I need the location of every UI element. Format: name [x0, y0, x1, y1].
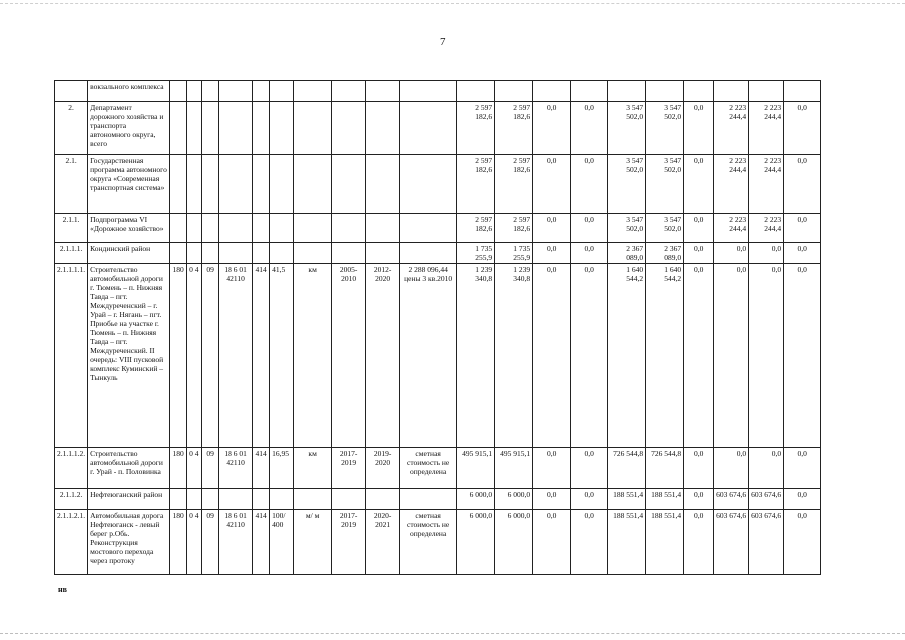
value-cell-c16: 0,0	[571, 264, 608, 448]
value-cell-c5: 09	[202, 264, 219, 448]
value-cell-c5	[202, 489, 219, 510]
value-cell-c12	[400, 489, 457, 510]
value-cell-c6: 18 6 01 42110	[219, 448, 253, 489]
value-cell-c7: 414	[253, 510, 270, 575]
value-cell-c18: 3 547 502,0	[646, 155, 684, 214]
value-cell-c3: 180	[170, 448, 187, 489]
value-cell-c7: 414	[253, 264, 270, 448]
value-cell-c4: 0 4	[187, 510, 202, 575]
value-cell-c19: 0,0	[684, 489, 714, 510]
table-row	[55, 510, 821, 575]
value-cell-c7: 414	[253, 448, 270, 489]
value-cell-c11: 2020-2021	[366, 510, 400, 575]
value-cell-c17: 3 547 502,0	[608, 155, 646, 214]
row-number-cell: 2.1.1.	[55, 214, 88, 243]
value-cell-c5: 09	[202, 510, 219, 575]
value-cell-c13: 1 735 255,9	[457, 243, 495, 264]
value-cell-c20: 603 674,6	[714, 510, 749, 575]
row-number-cell: 2.1.1.2.1.	[55, 510, 88, 575]
value-cell-c4: 0 4	[187, 448, 202, 489]
value-cell-c13	[457, 81, 495, 102]
value-cell-c12: сметная стоимость не определена	[400, 448, 457, 489]
value-cell-c10	[332, 214, 366, 243]
value-cell-c9	[294, 243, 332, 264]
row-number-cell: 2.1.1.1.	[55, 243, 88, 264]
value-cell-c4: 0 4	[187, 264, 202, 448]
row-name-cell: Строительство автомобильной дороги г. Урай - п. Половинка	[88, 448, 170, 489]
value-cell-c19: 0,0	[684, 214, 714, 243]
value-cell-c22: 0,0	[784, 264, 821, 448]
value-cell-c10	[332, 155, 366, 214]
value-cell-c17: 1 640 544,2	[608, 264, 646, 448]
table-row	[55, 102, 821, 155]
value-cell-c7	[253, 243, 270, 264]
value-cell-c9: км	[294, 448, 332, 489]
value-cell-c10	[332, 489, 366, 510]
value-cell-c15: 0,0	[533, 243, 571, 264]
value-cell-c8	[270, 81, 294, 102]
value-cell-c22: 0,0	[784, 102, 821, 155]
value-cell-c15: 0,0	[533, 102, 571, 155]
value-cell-c18: 2 367 089,0	[646, 243, 684, 264]
value-cell-c8	[270, 155, 294, 214]
value-cell-c21: 2 223 244,4	[749, 102, 784, 155]
value-cell-c17	[608, 81, 646, 102]
value-cell-c10: 2005-2010	[332, 264, 366, 448]
value-cell-c5: 09	[202, 448, 219, 489]
row-name-cell: Подпрограмма VI «Дорожное хозяйство»	[88, 214, 170, 243]
table-row	[55, 214, 821, 243]
value-cell-c22: 0,0	[784, 448, 821, 489]
value-cell-c7	[253, 81, 270, 102]
value-cell-c18: 188 551,4	[646, 489, 684, 510]
value-cell-c17: 188 551,4	[608, 489, 646, 510]
value-cell-c8: 16,95	[270, 448, 294, 489]
value-cell-c11	[366, 214, 400, 243]
value-cell-c22: 0,0	[784, 243, 821, 264]
table-row	[55, 489, 821, 510]
value-cell-c15	[533, 81, 571, 102]
value-cell-c6	[219, 102, 253, 155]
value-cell-c6	[219, 214, 253, 243]
value-cell-c5	[202, 81, 219, 102]
value-cell-c3	[170, 489, 187, 510]
value-cell-c3: 180	[170, 264, 187, 448]
value-cell-c3	[170, 102, 187, 155]
row-number-cell: 2.	[55, 102, 88, 155]
table-row	[55, 81, 821, 102]
value-cell-c6	[219, 155, 253, 214]
value-cell-c12: сметная стоимость не определена	[400, 510, 457, 575]
value-cell-c13: 6 000,0	[457, 489, 495, 510]
value-cell-c17: 3 547 502,0	[608, 102, 646, 155]
value-cell-c7	[253, 102, 270, 155]
value-cell-c16: 0,0	[571, 489, 608, 510]
value-cell-c16: 0,0	[571, 510, 608, 575]
value-cell-c19: 0,0	[684, 102, 714, 155]
value-cell-c17: 188 551,4	[608, 510, 646, 575]
row-name-cell: Строительство автомобильной дороги г. Тюмень – п. Нижняя Тавда – пгт. Междуреченский – г. Урай – г. Нягань – пгт. Приобье на участке г. Тюмень – п. Нижняя Тавда – пгт. Междуреченский. II очередь: VIII пусковой комплекс Куминский – Тынкуль	[88, 264, 170, 448]
value-cell-c20: 0,0	[714, 448, 749, 489]
value-cell-c13: 6 000,0	[457, 510, 495, 575]
value-cell-c15: 0,0	[533, 448, 571, 489]
value-cell-c15: 0,0	[533, 489, 571, 510]
value-cell-c21: 2 223 244,4	[749, 214, 784, 243]
value-cell-c19: 0,0	[684, 243, 714, 264]
value-cell-c3	[170, 81, 187, 102]
value-cell-c8	[270, 489, 294, 510]
value-cell-c16: 0,0	[571, 243, 608, 264]
value-cell-c3	[170, 243, 187, 264]
value-cell-c15: 0,0	[533, 510, 571, 575]
value-cell-c13: 2 597 182,6	[457, 155, 495, 214]
value-cell-c4	[187, 243, 202, 264]
table-row	[55, 243, 821, 264]
value-cell-c18: 3 547 502,0	[646, 102, 684, 155]
value-cell-c22: 0,0	[784, 489, 821, 510]
value-cell-c21: 603 674,6	[749, 510, 784, 575]
table-row	[55, 448, 821, 489]
value-cell-c15: 0,0	[533, 214, 571, 243]
value-cell-c10	[332, 81, 366, 102]
footer-note: нв	[58, 585, 67, 594]
value-cell-c3	[170, 155, 187, 214]
value-cell-c20	[714, 81, 749, 102]
table-row	[55, 264, 821, 448]
value-cell-c22	[784, 81, 821, 102]
value-cell-c19: 0,0	[684, 155, 714, 214]
row-number-cell: 2.1.1.1.2.	[55, 448, 88, 489]
value-cell-c17: 3 547 502,0	[608, 214, 646, 243]
value-cell-c12	[400, 102, 457, 155]
value-cell-c9	[294, 214, 332, 243]
value-cell-c20: 2 223 244,4	[714, 102, 749, 155]
value-cell-c9	[294, 489, 332, 510]
top-scan-edge	[0, 3, 905, 4]
value-cell-c10	[332, 102, 366, 155]
value-cell-c21	[749, 81, 784, 102]
value-cell-c7	[253, 155, 270, 214]
value-cell-c22: 0,0	[784, 510, 821, 575]
value-cell-c14: 2 597 182,6	[495, 102, 533, 155]
table-row	[55, 155, 821, 214]
value-cell-c6	[219, 81, 253, 102]
value-cell-c8: 41,5	[270, 264, 294, 448]
value-cell-c18: 1 640 544,2	[646, 264, 684, 448]
row-number-cell: 2.1.	[55, 155, 88, 214]
value-cell-c19: 0,0	[684, 510, 714, 575]
value-cell-c3: 180	[170, 510, 187, 575]
value-cell-c12: 2 288 096,44 цены 3 кв.2010	[400, 264, 457, 448]
value-cell-c12	[400, 243, 457, 264]
row-name-cell: Нефтеюганский район	[88, 489, 170, 510]
value-cell-c4	[187, 102, 202, 155]
value-cell-c14: 6 000,0	[495, 489, 533, 510]
value-cell-c16: 0,0	[571, 214, 608, 243]
value-cell-c16: 0,0	[571, 155, 608, 214]
value-cell-c12	[400, 155, 457, 214]
value-cell-c10: 2017-2019	[332, 510, 366, 575]
value-cell-c14: 1 735 255,9	[495, 243, 533, 264]
value-cell-c21: 0,0	[749, 448, 784, 489]
value-cell-c16: 0,0	[571, 448, 608, 489]
value-cell-c4	[187, 214, 202, 243]
value-cell-c5	[202, 155, 219, 214]
value-cell-c7	[253, 214, 270, 243]
value-cell-c5	[202, 214, 219, 243]
page-number: 7	[440, 36, 446, 48]
value-cell-c22: 0,0	[784, 155, 821, 214]
value-cell-c6	[219, 489, 253, 510]
value-cell-c8	[270, 243, 294, 264]
value-cell-c15: 0,0	[533, 155, 571, 214]
value-cell-c5	[202, 102, 219, 155]
value-cell-c9	[294, 81, 332, 102]
value-cell-c14: 495 915,1	[495, 448, 533, 489]
value-cell-c10: 2017-2019	[332, 448, 366, 489]
value-cell-c8	[270, 102, 294, 155]
value-cell-c18: 3 547 502,0	[646, 214, 684, 243]
value-cell-c14: 2 597 182,6	[495, 155, 533, 214]
value-cell-c21: 0,0	[749, 264, 784, 448]
row-name-cell: Кондинский район	[88, 243, 170, 264]
value-cell-c10	[332, 243, 366, 264]
value-cell-c6	[219, 243, 253, 264]
value-cell-c16	[571, 81, 608, 102]
value-cell-c19	[684, 81, 714, 102]
value-cell-c9: км	[294, 264, 332, 448]
value-cell-c13: 2 597 182,6	[457, 102, 495, 155]
value-cell-c3	[170, 214, 187, 243]
value-cell-c12	[400, 81, 457, 102]
value-cell-c17: 2 367 089,0	[608, 243, 646, 264]
row-number-cell: 2.1.1.2.	[55, 489, 88, 510]
row-name-cell: Департамент дорожного хозяйства и транспорта автономного округа, всего	[88, 102, 170, 155]
value-cell-c15: 0,0	[533, 264, 571, 448]
value-cell-c19: 0,0	[684, 448, 714, 489]
row-number-cell	[55, 81, 88, 102]
bottom-scan-edge	[0, 633, 905, 634]
value-cell-c8	[270, 214, 294, 243]
value-cell-c13: 1 239 340,8	[457, 264, 495, 448]
value-cell-c5	[202, 243, 219, 264]
value-cell-c4	[187, 155, 202, 214]
value-cell-c13: 2 597 182,6	[457, 214, 495, 243]
value-cell-c20: 603 674,6	[714, 489, 749, 510]
value-cell-c21: 0,0	[749, 243, 784, 264]
value-cell-c21: 603 674,6	[749, 489, 784, 510]
value-cell-c18: 188 551,4	[646, 510, 684, 575]
value-cell-c11: 2019-2020	[366, 448, 400, 489]
value-cell-c6: 18 6 01 42110	[219, 510, 253, 575]
value-cell-c11	[366, 243, 400, 264]
value-cell-c22: 0,0	[784, 214, 821, 243]
value-cell-c6: 18 6 01 42110	[219, 264, 253, 448]
row-number-cell: 2.1.1.1.1.	[55, 264, 88, 448]
value-cell-c20: 2 223 244,4	[714, 214, 749, 243]
value-cell-c11	[366, 81, 400, 102]
value-cell-c14: 6 000,0	[495, 510, 533, 575]
value-cell-c11	[366, 102, 400, 155]
value-cell-c7	[253, 489, 270, 510]
value-cell-c20: 0,0	[714, 264, 749, 448]
value-cell-c11	[366, 489, 400, 510]
value-cell-c9	[294, 102, 332, 155]
value-cell-c21: 2 223 244,4	[749, 155, 784, 214]
value-cell-c9: м/ м	[294, 510, 332, 575]
value-cell-c12	[400, 214, 457, 243]
value-cell-c14: 2 597 182,6	[495, 214, 533, 243]
value-cell-c4	[187, 81, 202, 102]
value-cell-c13: 495 915,1	[457, 448, 495, 489]
value-cell-c4	[187, 489, 202, 510]
value-cell-c14	[495, 81, 533, 102]
value-cell-c17: 726 544,8	[608, 448, 646, 489]
value-cell-c16: 0,0	[571, 102, 608, 155]
value-cell-c20: 2 223 244,4	[714, 155, 749, 214]
value-cell-c18: 726 544,8	[646, 448, 684, 489]
budget-table	[54, 80, 821, 575]
value-cell-c20: 0,0	[714, 243, 749, 264]
value-cell-c14: 1 239 340,8	[495, 264, 533, 448]
value-cell-c18	[646, 81, 684, 102]
value-cell-c8: 100/ 400	[270, 510, 294, 575]
value-cell-c11	[366, 155, 400, 214]
row-name-cell: Государственная программа автономного округа «Современная транспортная система»	[88, 155, 170, 214]
value-cell-c11: 2012-2020	[366, 264, 400, 448]
row-name-cell: вокзального комплекса	[88, 81, 170, 102]
row-name-cell: Автомобильная дорога Нефтеюганск - левый берег р.Обь. Реконструкция мостового перехода через протоку	[88, 510, 170, 575]
value-cell-c9	[294, 155, 332, 214]
value-cell-c19: 0,0	[684, 264, 714, 448]
